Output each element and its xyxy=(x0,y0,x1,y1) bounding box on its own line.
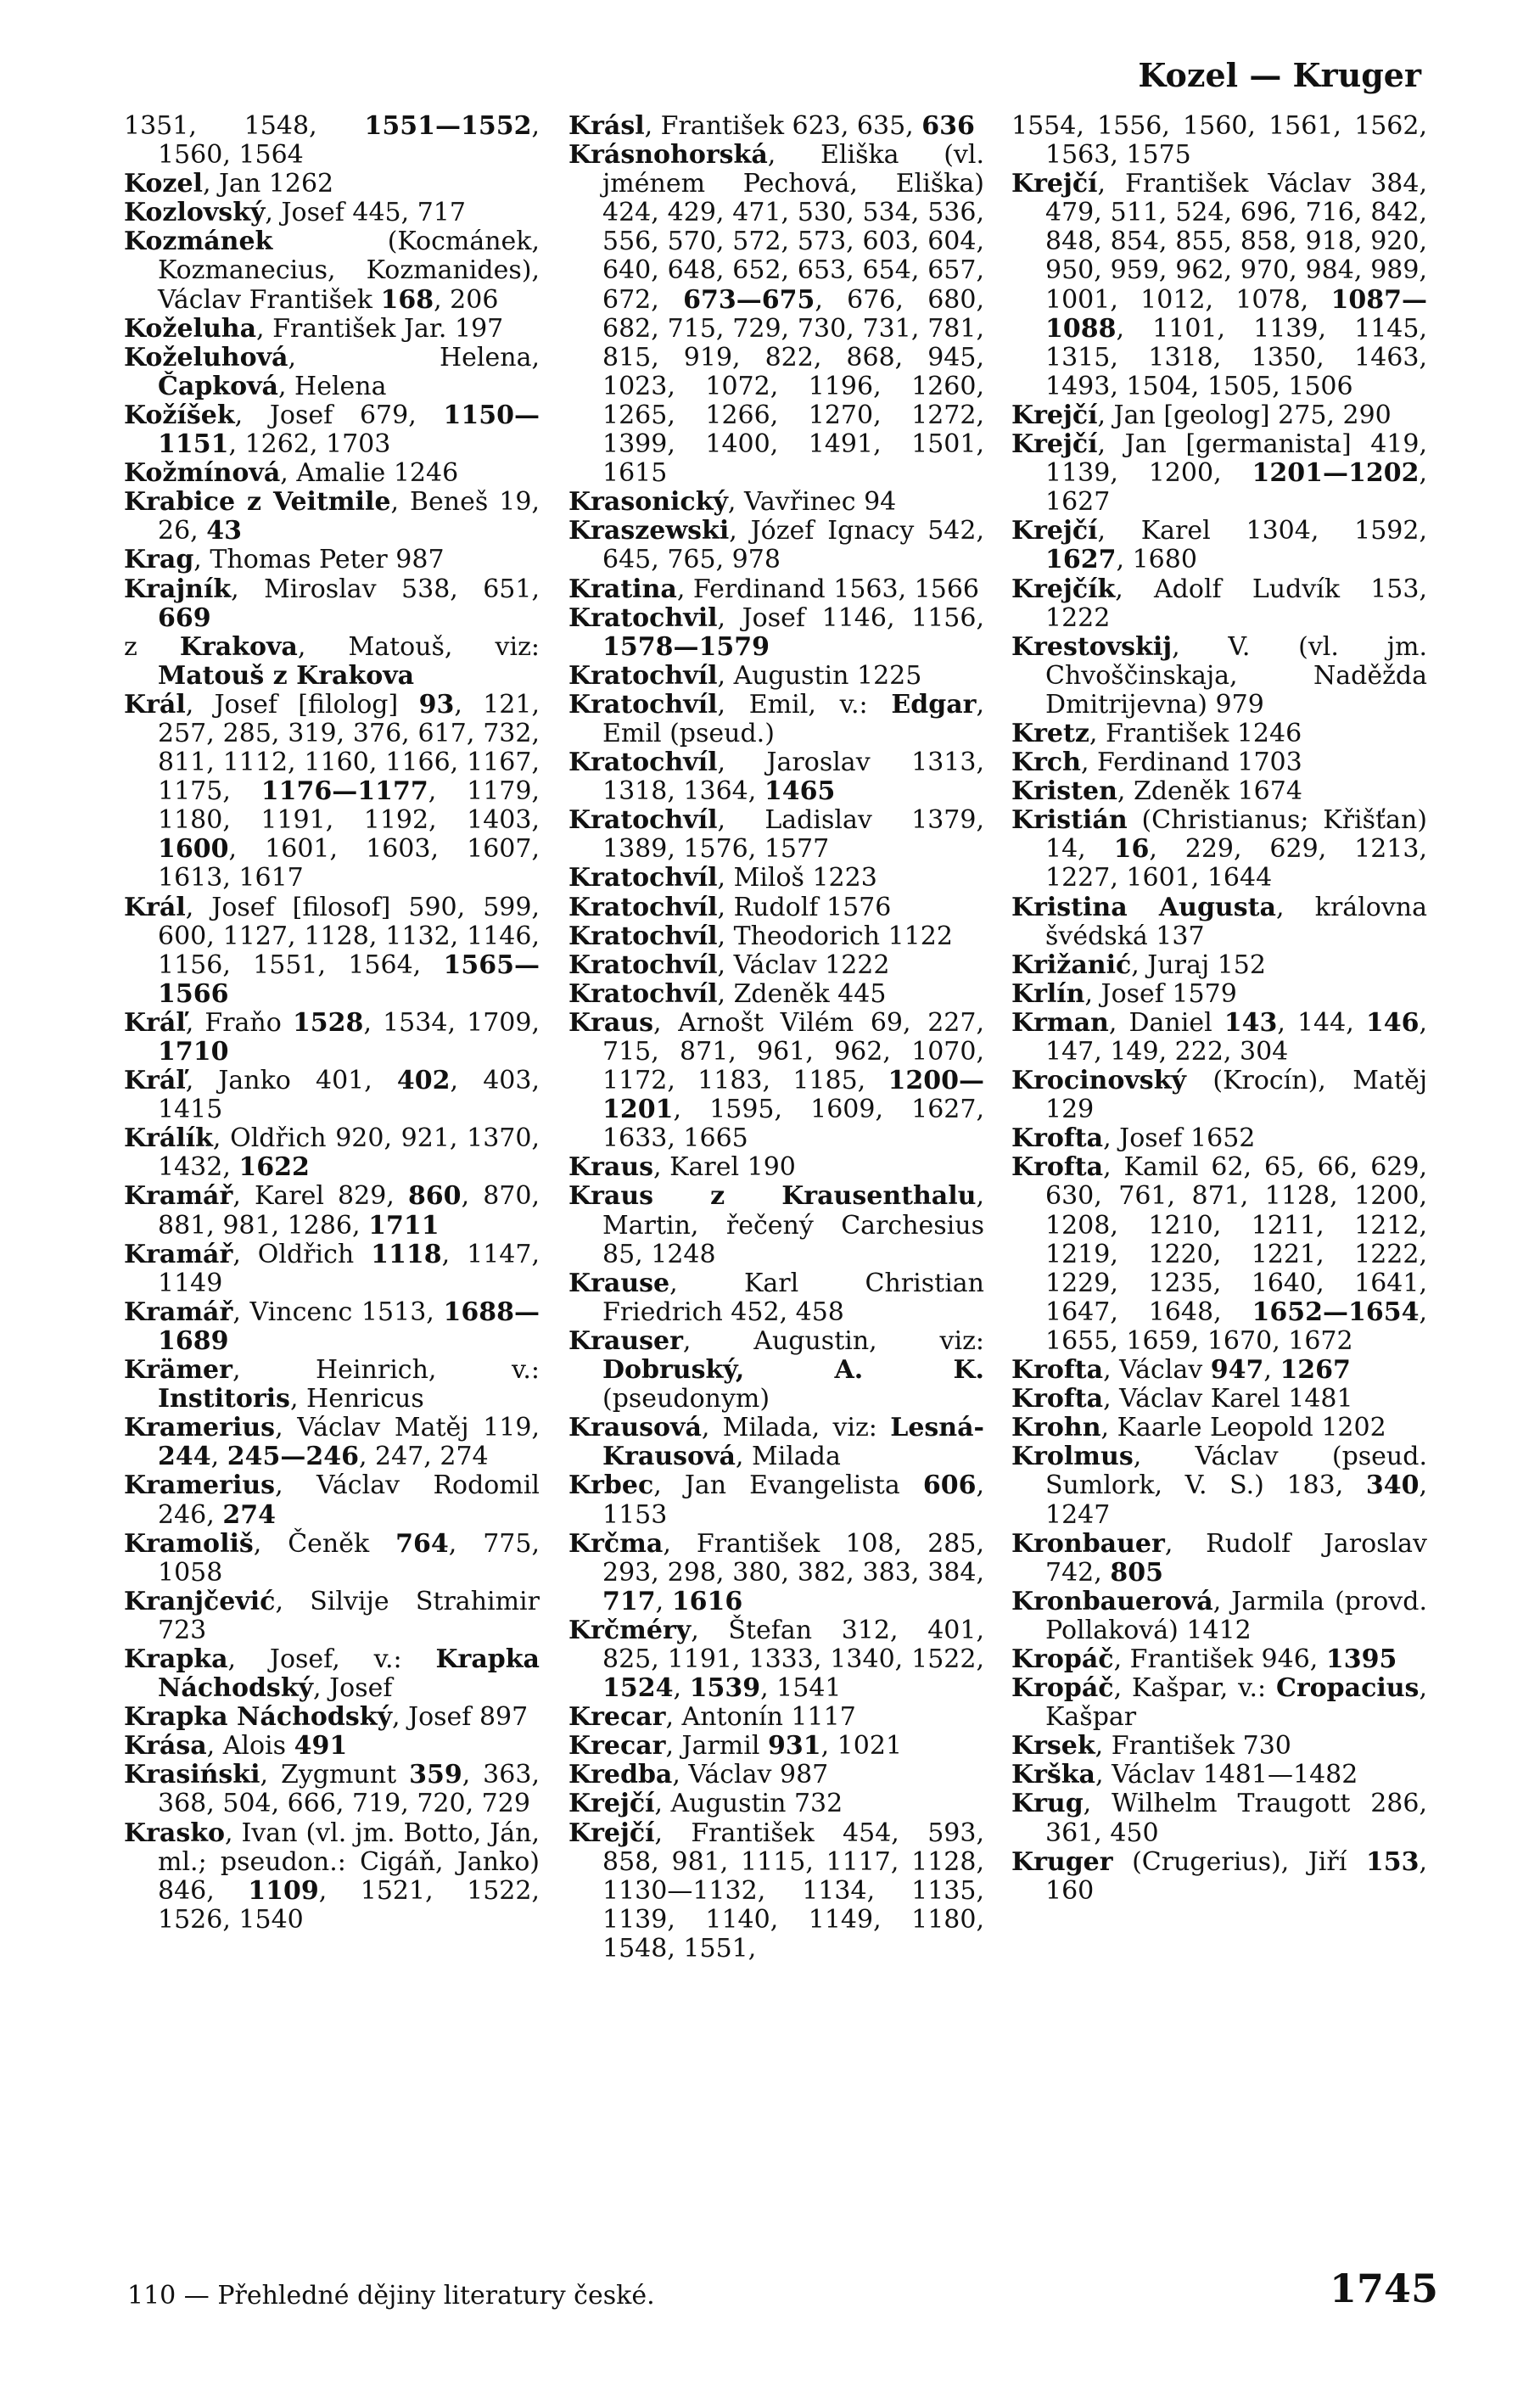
index-entry: Krsek, František 730 xyxy=(1011,1731,1291,1762)
index-entry: Kozlovský, Josef 445, 717 xyxy=(124,198,466,228)
index-entry: Kranjčević, Silvije Strahimir 723 xyxy=(124,1586,540,1645)
index-entry: Kožmínová, Amalie 1246 xyxy=(124,458,459,489)
running-header: Kozel — Kruger xyxy=(1138,56,1421,94)
index-entry: Kratochvíl, Zdeněk 445 xyxy=(568,978,887,1009)
index-entry: Kretz, František 1246 xyxy=(1011,718,1302,748)
index-entry: Kronbauer, Rudolf Jaroslav 742, 805 xyxy=(1011,1528,1427,1588)
index-entry: Kramář, Oldřich 1118, 1147, 1149 xyxy=(124,1239,540,1298)
index-entry: Kramerius, Václav Rodomil 246, 274 xyxy=(124,1470,540,1530)
index-entry: Krestovskij, V. (vl. jm. Chvoščinskaja, Naděžda Dmitrijevna) 979 xyxy=(1011,631,1427,720)
index-entry: Kratochvíl, Václav 1222 xyxy=(568,949,890,980)
index-entry: Krásnohorská, Eliška (vl. jménem Pechová, Eliška) 424, 429, 471, 530, 534, 536, 556, 570, 572, 573, 603, 604, 640, 648, 652, 653, 654, 657, 672, 673—675, 676, 680, 682, 715, 729, 730, 731, 781, 815, 919, 822, 868, 945, 1023, 1072, 1196, 1260, 1265, 1266, 1270, 1272, 1399, 1400, 1491, 1501, 1615 xyxy=(568,140,984,489)
index-column-2 xyxy=(568,112,984,1963)
index-entry: Krofta, Václav Karel 1481 xyxy=(1011,1384,1353,1414)
index-entry: Kratochvíl, Emil, v.: Edgar, Emil (pseud.) xyxy=(568,689,984,748)
index-entry: Krasonický, Vavřinec 94 xyxy=(568,487,897,518)
index-entry: Kráľ, Janko 401, 402, 403, 1415 xyxy=(124,1066,540,1125)
index-entry: Kozmánek (Kocmánek, Kozmanecius, Kozmanides), Václav František 168, 206 xyxy=(124,227,540,315)
index-entry: Krauser, Augustin, viz: Dobruský, A. K. (pseudonym) xyxy=(568,1325,984,1414)
index-entry: Križanić, Juraj 152 xyxy=(1011,949,1266,980)
index-entry: Krejčí, Karel 1304, 1592, 1627, 1680 xyxy=(1011,516,1427,575)
index-entry: Koželuha, František Jar. 197 xyxy=(124,313,504,344)
index-entry: z Krakova, Matouš, viz: Matouš z Krakova xyxy=(124,631,540,691)
index-entry: Krčméry, Štefan 312, 401, 825, 1191, 1333, 1340, 1522, 1524, 1539, 1541 xyxy=(568,1615,984,1704)
index-entry: Krofta, Josef 1652 xyxy=(1011,1123,1256,1154)
index-entry: Krausová, Milada, viz: Lesná-Krausová, Milada xyxy=(568,1413,984,1472)
index-entry: Krajník, Miroslav 538, 651, 669 xyxy=(124,574,540,633)
index-entry: Krofta, Václav 947, 1267 xyxy=(1011,1355,1351,1386)
index-entry: Kraszewski, Józef Ignacy 542, 645, 765, 978 xyxy=(568,516,984,575)
index-entry: Krman, Daniel 143, 144, 146, 147, 149, 222, 304 xyxy=(1011,1007,1428,1067)
index-entry: Kožíšek, Josef 679, 1150—1151, 1262, 1703 xyxy=(124,400,540,460)
index-entry: Krofta, Kamil 62, 65, 66, 629, 630, 761, 871, 1128, 1200, 1208, 1210, 1211, 1212, 1219, 1220, 1221, 1222, 1229, 1235, 1640, 1641, 1647, 1648, 1652—1654, 1655, 1659, 1670, 1672 xyxy=(1011,1152,1427,1356)
index-column-3 xyxy=(1011,112,1427,1906)
index-entry: Krejčík, Adolf Ludvík 153, 1222 xyxy=(1011,574,1427,633)
index-entry: Krejčí, Jan [germanista] 419, 1139, 1200, 1201—1202, 1627 xyxy=(1011,429,1427,518)
index-entry: Kramář, Karel 829, 860, 870, 881, 981, 1286, 1711 xyxy=(124,1181,540,1241)
index-entry: Krause, Karl Christian Friedrich 452, 458 xyxy=(568,1268,984,1327)
index-entry: 1351, 1548, 1551—1552, 1560, 1564 xyxy=(124,111,540,171)
index-entry: Kraus, Arnošt Vilém 69, 227, 715, 871, 961, 962, 1070, 1172, 1183, 1185, 1200—1201, 1595, 1609, 1627, 1633, 1665 xyxy=(568,1007,984,1154)
index-entry: Kraus z Krausenthalu, Martin, řečený Carchesius 85, 1248 xyxy=(568,1181,984,1269)
index-entry: Kramerius, Václav Matěj 119, 244, 245—246, 247, 274 xyxy=(124,1413,540,1472)
index-entry: Král, Josef [filosof] 590, 599, 600, 1127, 1128, 1132, 1146, 1156, 1551, 1564, 1565—1566 xyxy=(124,892,540,1009)
index-entry: Kratochvíl, Rudolf 1576 xyxy=(568,892,892,922)
index-entry: Kratochvíl, Jaroslav 1313, 1318, 1364, 1465 xyxy=(568,748,984,807)
index-entry: Krecar, Jarmil 931, 1021 xyxy=(568,1731,903,1762)
index-entry: Krásl, František 623, 635, 636 xyxy=(568,111,975,141)
page-number: 1745 xyxy=(1329,2266,1438,2311)
index-entry: Krag, Thomas Peter 987 xyxy=(124,545,445,575)
index-entry: Krbec, Jan Evangelista 606, 1153 xyxy=(568,1470,984,1530)
index-entry: Krejčí, František Václav 384, 479, 511, 524, 696, 716, 842, 848, 854, 855, 858, 918, 920, 950, 959, 962, 970, 984, 989, 1001, 1012, 1078, 1087—1088, 1101, 1139, 1145, 1315, 1318, 1350, 1463, 1493, 1504, 1505, 1506 xyxy=(1011,169,1427,401)
index-entry: Krasiński, Zygmunt 359, 363, 368, 504, 666, 719, 720, 729 xyxy=(124,1760,540,1819)
index-entry: Krapka Náchodský, Josef 897 xyxy=(124,1702,529,1733)
index-entry: Kropáč, František 946, 1395 xyxy=(1011,1644,1397,1674)
index-entry: Krlín, Josef 1579 xyxy=(1011,978,1237,1009)
index-entry: Kredba, Václav 987 xyxy=(568,1760,829,1790)
index-entry: Krocinovský (Krocín), Matěj 129 xyxy=(1011,1066,1427,1125)
index-entry: Krejčí, Augustin 732 xyxy=(568,1789,843,1819)
index-entry: Kratochvíl, Ladislav 1379, 1389, 1576, 1577 xyxy=(568,805,984,865)
index-entry: Krabice z Veitmile, Beneš 19, 26, 43 xyxy=(124,487,540,546)
index-entry: Králík, Oldřich 920, 921, 1370, 1432, 1622 xyxy=(124,1123,540,1183)
index-entry: Kristina Augusta, královna švédská 137 xyxy=(1011,892,1427,951)
index-entry: Koželuhová, Helena, Čapková, Helena xyxy=(124,342,540,401)
index-entry: Krapka, Josef, v.: Krapka Náchodský, Josef xyxy=(124,1644,540,1704)
index-entry: Kronbauerová, Jarmila (provd. Pollaková) 1412 xyxy=(1011,1586,1427,1645)
index-entry: Krch, Ferdinand 1703 xyxy=(1011,748,1302,778)
index-entry: Kraus, Karel 190 xyxy=(568,1152,796,1183)
index-entry: 1554, 1556, 1560, 1561, 1562, 1563, 1575 xyxy=(1011,111,1427,171)
index-entry: Krejčí, Jan [geolog] 275, 290 xyxy=(1011,400,1392,430)
index-entry: Krška, Václav 1481—1482 xyxy=(1011,1760,1358,1790)
index-column-1 xyxy=(124,112,540,1935)
index-entry: Krämer, Heinrich, v.: Institoris, Henricus xyxy=(124,1355,540,1414)
index-entry: Kozel, Jan 1262 xyxy=(124,169,334,199)
index-entry: Krása, Alois 491 xyxy=(124,1731,348,1762)
index-entry: Kramoliš, Čeněk 764, 775, 1058 xyxy=(124,1528,540,1588)
index-entry: Kratochvíl, Augustin 1225 xyxy=(568,660,922,691)
index-entry: Krug, Wilhelm Traugott 286, 361, 450 xyxy=(1011,1789,1427,1848)
index-entry: Kristen, Zdeněk 1674 xyxy=(1011,776,1302,807)
index-entry: Kropáč, Kašpar, v.: Cropacius, Kašpar xyxy=(1011,1673,1427,1733)
index-entry: Kramář, Vincenc 1513, 1688—1689 xyxy=(124,1297,540,1356)
index-entry: Krčma, František 108, 285, 293, 298, 380, 382, 383, 384, 717, 1616 xyxy=(568,1528,984,1616)
index-entry: Kratochvíl, Miloš 1223 xyxy=(568,863,877,893)
index-entry: Krohn, Kaarle Leopold 1202 xyxy=(1011,1413,1386,1443)
index-entry: Krecar, Antonín 1117 xyxy=(568,1702,856,1733)
index-entry: Kratina, Ferdinand 1563, 1566 xyxy=(568,574,980,604)
index-entry: Kratochvil, Josef 1146, 1156, 1578—1579 xyxy=(568,602,984,662)
index-entry: Kristián (Christianus; Křišťan) 14, 16, 229, 629, 1213, 1227, 1601, 1644 xyxy=(1011,805,1427,893)
index-entry: Krolmus, Václav (pseud. Sumlork, V. S.) 183, 340, 1247 xyxy=(1011,1442,1427,1530)
index-entry: Kruger (Crugerius), Jiří 153, 160 xyxy=(1011,1846,1427,1906)
index-entry: Krasko, Ivan (vl. jm. Botto, Ján, ml.; pseudon.: Cigáň, Janko) 846, 1109, 1521, 1522, 1526, 1540 xyxy=(124,1818,540,1935)
index-entry: Krejčí, František 454, 593, 858, 981, 1115, 1117, 1128, 1130—1132, 1134, 1135, 1139, 1140, 1149, 1180, 1548, 1551, xyxy=(568,1818,984,1963)
index-entry: Král, Josef [filolog] 93, 121, 257, 285, 319, 376, 617, 732, 811, 1112, 1160, 1166, 1167, 1175, 1176—1177, 1179, 1180, 1191, 1192, 1403, 1600, 1601, 1603, 1607, 1613, 1617 xyxy=(124,689,540,893)
index-entry: Kratochvíl, Theodorich 1122 xyxy=(568,921,953,951)
index-entry: Kráľ, Fraňo 1528, 1534, 1709, 1710 xyxy=(124,1007,540,1067)
footer-signature: 110 — Přehledné dějiny literatury české. xyxy=(127,2281,655,2311)
